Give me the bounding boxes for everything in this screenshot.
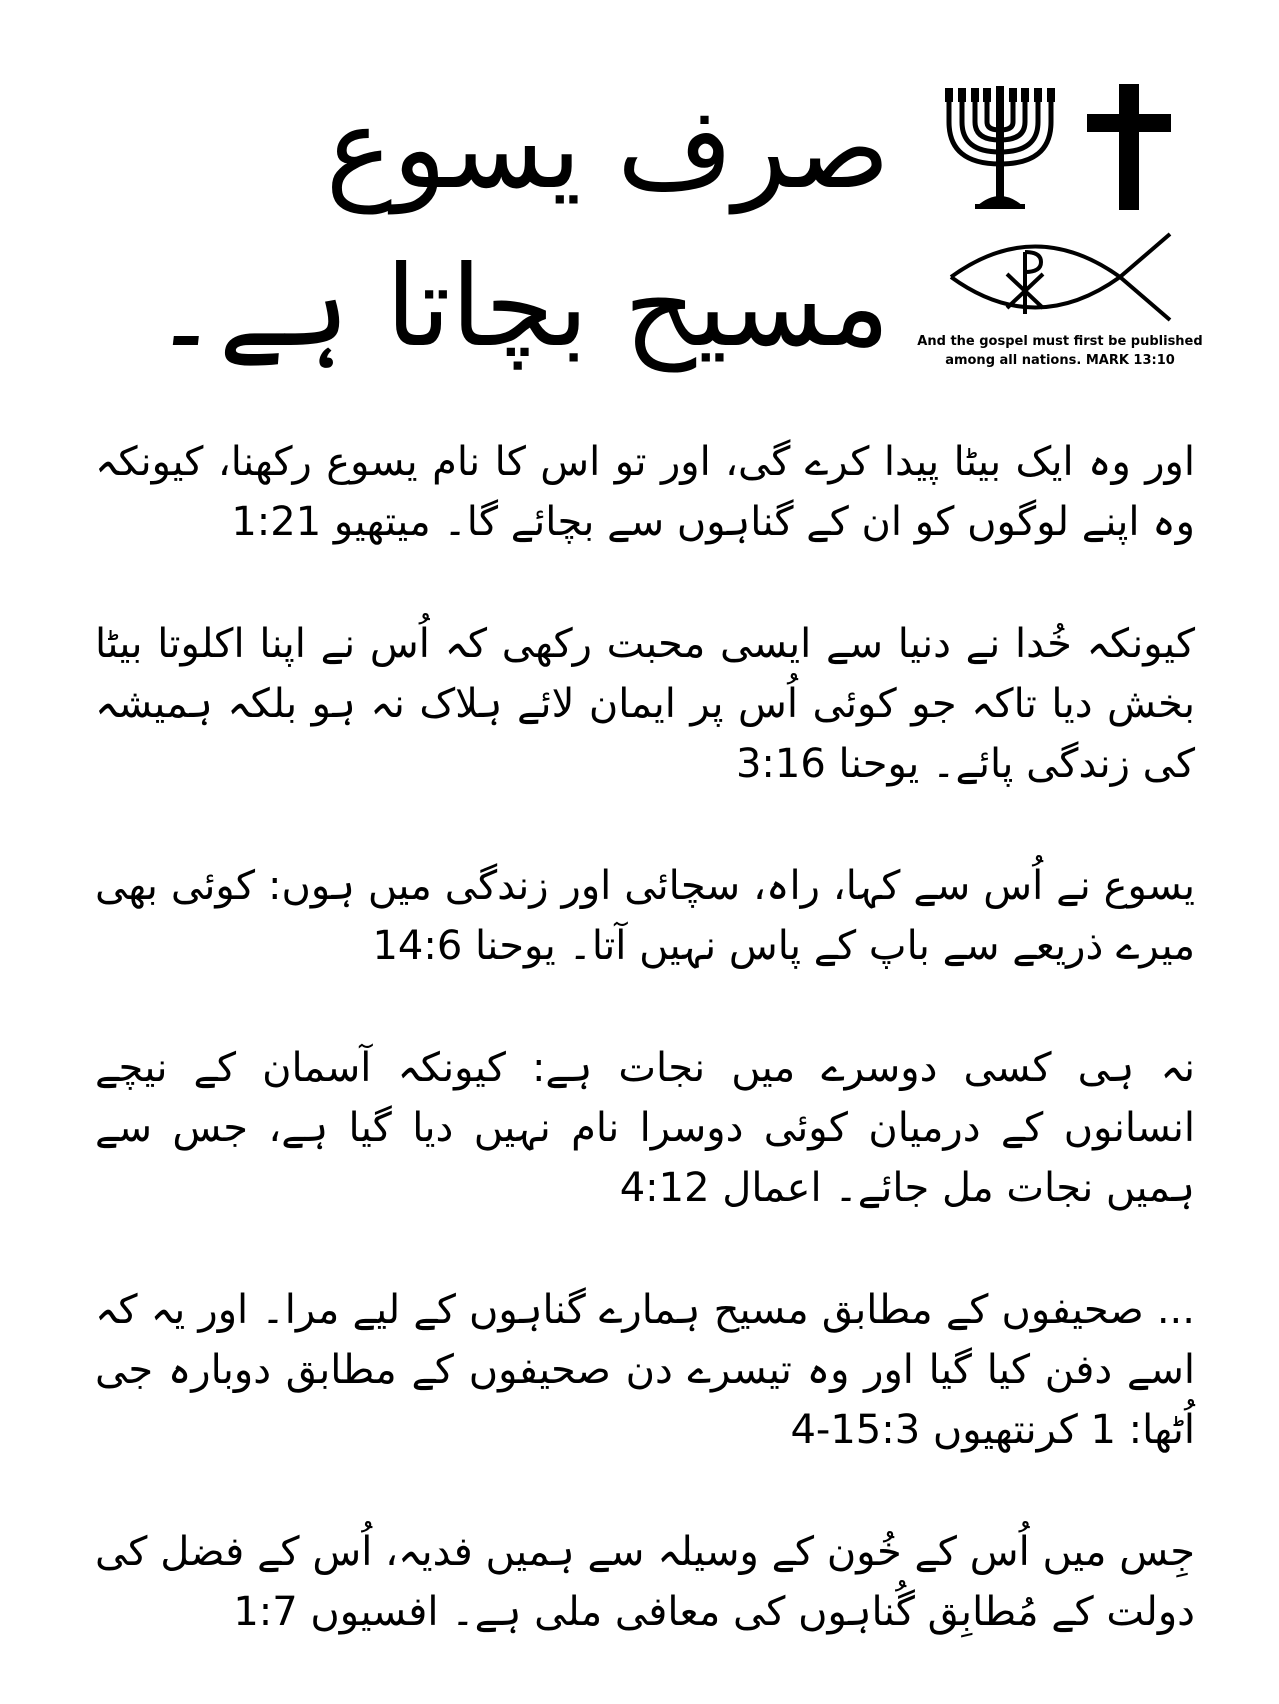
passage-john-14-6: یسوع نے اُس سے کہا، راہ، سچائی اور زندگی میں ہوں: کوئی بھی میرے ذریعے سے باپ کے پاس نہیں آتا۔ یوحنا 14:6 [95,863,1195,969]
passage-ephesians-1-7: جِس میں اُس کے خُون کے وسیلہ سے ہمیں فدیہ، اُس کے فضل کی دولت کے مُطابِق گُناہوں کی معافی ملی ہے۔ افسیوں 1:7 [95,1529,1195,1635]
menorah-icon [935,82,1065,212]
caption-line-1: And the gospel must first be published [917,334,1203,349]
passage-1-corinthians-15-3-4: ... صحیفوں کے مطابق مسیح ہمارے گناہوں کے لیے مرا۔ اور یہ کہ اسے دفن کیا گیا اور وہ تیسرے دن صحیفوں کے مطابق دوبارہ جی اُٹھا: 1 کرنتھیوں 15:3-4 [95,1287,1195,1453]
christian-symbols [915,82,1205,372]
cross-icon [1085,82,1173,212]
page-title: صرف یسوع مسیح بچاتا ہے۔ [153,84,890,372]
mark-verse-caption [915,332,1205,370]
caption-line-2: among all nations. MARK 13:10 [945,353,1175,368]
passage-acts-4-12: نہ ہی کسی دوسرے میں نجات ہے: کیونکہ آسمان کے نیچے انسانوں کے درمیان کوئی دوسرا نام نہیں دیا گیا ہے، جس سے ہمیں نجات مل جائے۔ اعمال 4:12 [95,1045,1195,1211]
scripture-passages [95,432,1195,1704]
ichthys-chi-rho-icon [945,222,1185,332]
passage-john-3-16: کیونکہ خُدا نے دنیا سے ایسی محبت رکھی کہ اُس نے اپنا اکلوتا بیٹا بخش دیا تاکہ جو کوئی اُس پر ایمان لائے ہلاک نہ ہو بلکہ ہمیشہ کی زندگی پائے۔ یوحنا 3:16 [95,621,1195,787]
passage-matthew-1-21: اور وہ ایک بیٹا پیدا کرے گی، اور تو اس کا نام یسوع رکھنا، کیونکہ وہ اپنے لوگوں کو ان کے گناہوں سے بچائے گا۔ میتھیو 1:21 [95,439,1195,545]
